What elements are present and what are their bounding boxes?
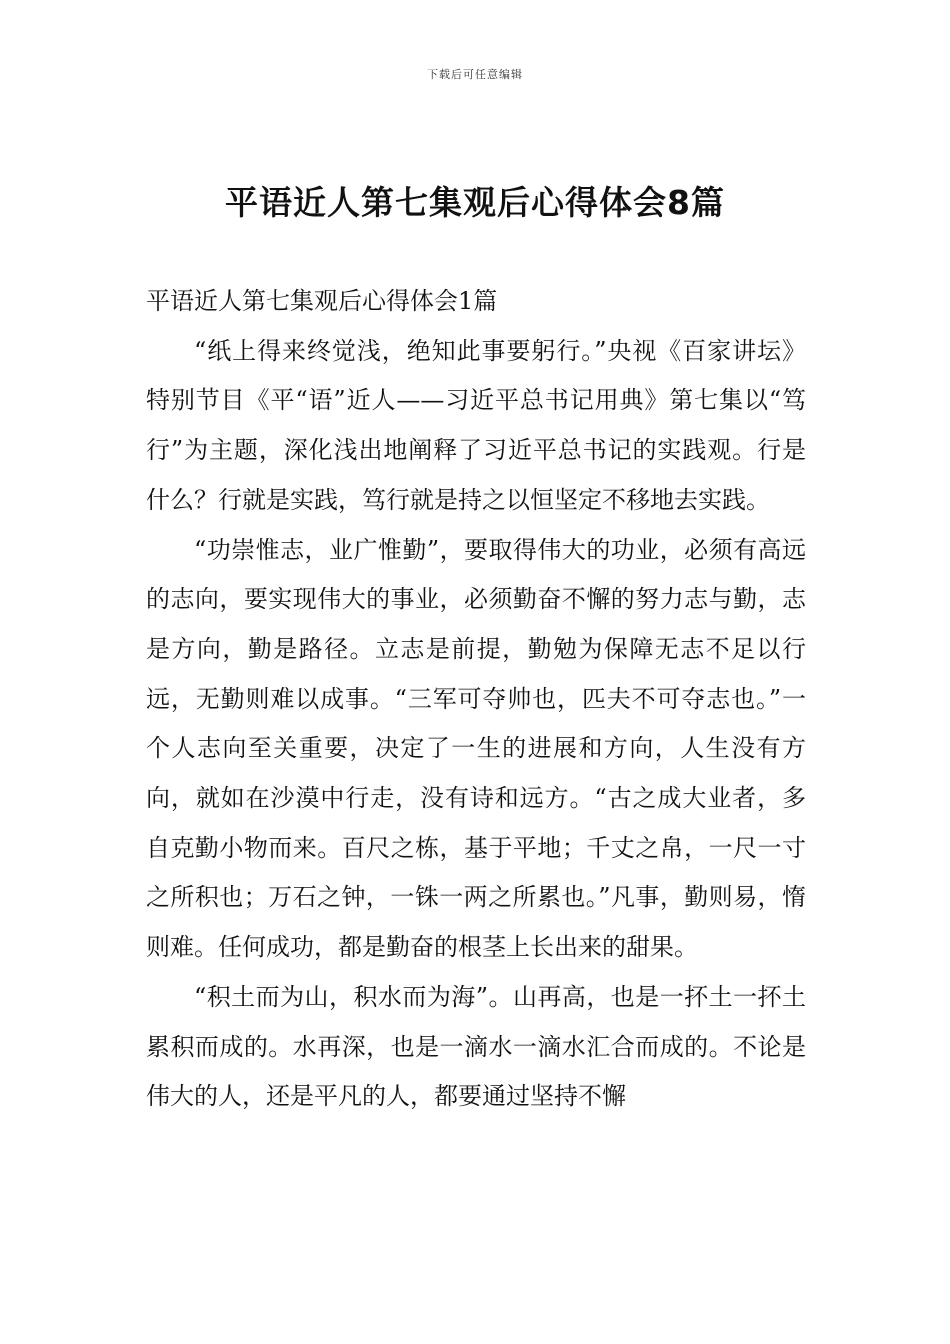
header-note: 下载后可任意编辑 [427, 68, 523, 81]
document-body [146, 277, 806, 1122]
paragraph-1: “纸上得来终觉浅，绝知此事要躬行。”央视《百家讲坛》特别节目《平“语”近人——习近平总书记用典》第七集以“笃行”为主题，深化浅出地阐释了习近平总书记的实践观。行是什么？行就是实践，笃行就是持之以恒坚定不移地去实践。 [146, 336, 806, 514]
paragraph-3: “积土而为山，积水而为海”。山再高，也是一抔土一抔土累积而成的。水再深，也是一滴水一滴水汇合而成的。不论是伟大的人，还是平凡的人，都要通过坚持不懈 [146, 982, 806, 1111]
paragraph-2: “功崇惟志，业广惟勤”，要取得伟大的功业，必须有高远的志向，要实现伟大的事业，必须勤奋不懈的努力志与勤，志是方向，勤是路径。立志是前提，勤勉为保障无志不足以行远，无勤则难以成事。“三军可夺帅也，匹夫不可夺志也。”一个人志向至关重要，决定了一生的进展和方向，人生没有方向，就如在沙漠中行走，没有诗和远方。“古之成大业者，多自克勤小物而来。百尺之栋，基于平地；千丈之帛，一尺一寸之所积也；万石之钟，一铢一两之所累也。”凡事，勤则易，惰则难。任何成功，都是勤奋的根茎上长出来的甜果。 [146, 535, 806, 962]
document-title: 平语近人第七集观后心得体会8篇 [225, 183, 725, 222]
section-heading: 平语近人第七集观后心得体会1篇 [146, 287, 498, 315]
